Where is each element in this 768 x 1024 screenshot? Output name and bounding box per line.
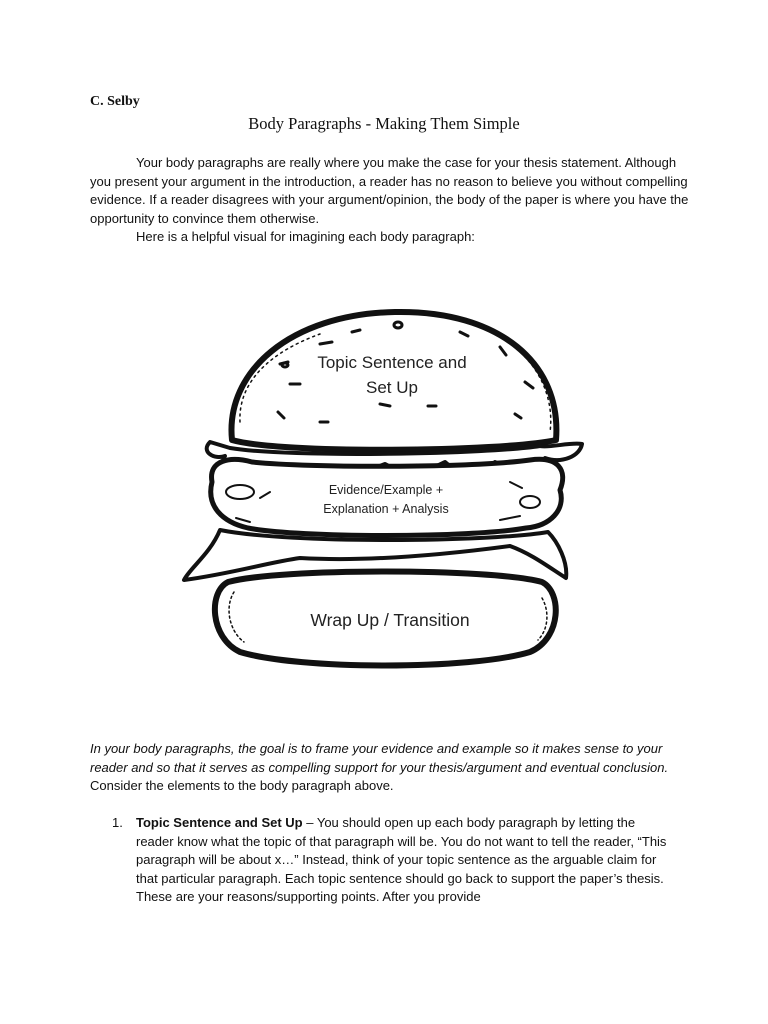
list-item-heading: Topic Sentence and Set Up [136,815,303,830]
elements-list [112,814,672,907]
list-item-body [136,814,672,907]
evidence-line1: Evidence/Example + [328,483,444,497]
lead-italic: In your body paragraphs, the goal is to frame your evidence and example so it makes sense to your reader and so that it serves as compelling support for your thesis/argument and eventual conclusion. [90,741,669,775]
list-item [112,814,672,907]
intro-section [90,154,690,247]
list-item-text: – You should open up each body paragraph by letting the reader know what the topic of that paragraph will be. You do not want to tell the reader, “This paragraph will be about x…” Instead, think of your topic sentence as the arguable claim for that particular paragraph. Each topic sentence should go back to support the paper’s thesis. These are your reasons/supporting points. After you provide [136,815,667,905]
intro-paragraph: Your body paragraphs are really where you make the case for your thesis statement. Although you present your argument in the introduction, a reader has no reason to believe you without compelling evidence. If a reader disagrees with your argument/opinion, the body of the paper is where you have the opportunity to convince them otherwise. [90,155,689,226]
hamburger-diagram [170,292,600,680]
wrap-up-label: Wrap Up / Transition [310,610,470,630]
page-title: Body Paragraphs - Making Them Simple [248,114,520,133]
list-item-number: 1. [112,815,123,830]
topic-sentence-label [292,350,492,400]
lead-paragraph [90,740,690,796]
evidence-line2: Explanation + Analysis [323,502,449,516]
author-name: C. Selby [90,94,140,109]
lead-rest: Consider the elements to the body paragraph above. [90,778,394,794]
topic-sentence-line2: Set Up [366,378,418,397]
topic-sentence-line1: Topic Sentence and [317,353,467,372]
evidence-label [284,481,488,519]
intro-paragraph-visual: Here is a helpful visual for imagining each body paragraph: [136,229,475,245]
